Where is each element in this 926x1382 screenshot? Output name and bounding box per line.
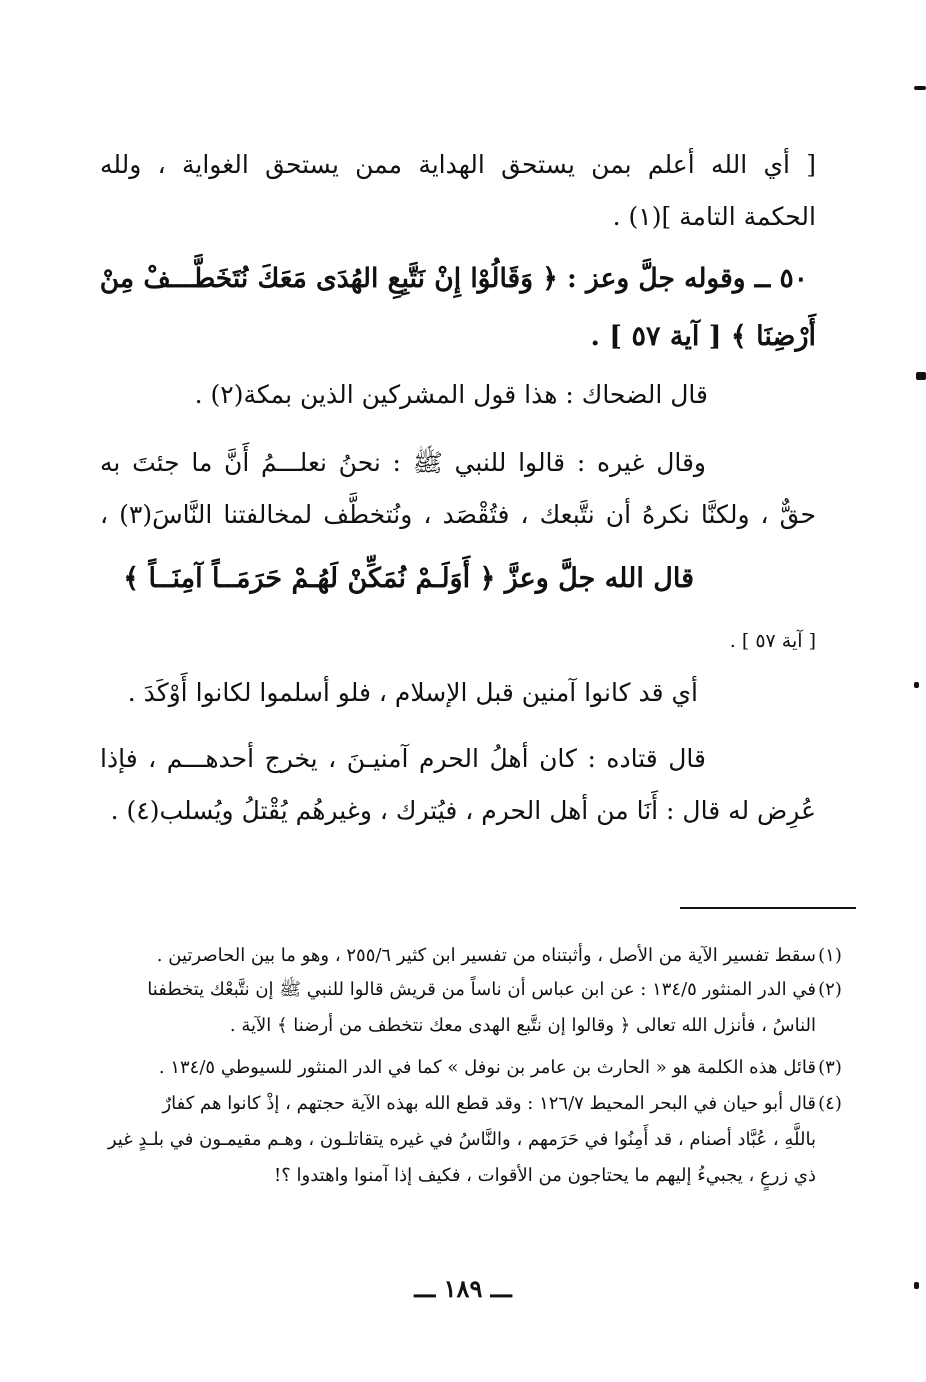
body-line-6: وقال غيره : قالوا للنبي ﷺ : نحنُ نعلـــمُ أَنَّ ما جئتَ به — [100, 448, 706, 477]
footnote-4-number: (٤) — [818, 1093, 842, 1114]
body-line-12: عُرِض له قال : أَنَا من أهل الحرم ، فيُترك ، وغيرهُم يُقْتلُ ويُسلب(٤) . — [110, 796, 816, 825]
body-line-4-verse: أَرْضِنَا ﴾ [ آية ٥٧ ] . — [590, 321, 816, 352]
footnote-4-line-1: قال أبو حيان في البحر المحيط ١٢٦/٧ : وقد قطع الله بهذه الآية حجتهم ، إذْ كانوا هم كفارٌ — [162, 1093, 816, 1114]
body-line-5-dahhak: قال الضحاك : هذا قول المشركين الذين بمكة(٢) . — [194, 380, 708, 409]
body-line-7: حقٌّ ، ولكنَّا نكرهُ أن نتَّبعك ، فتُقْصَد ، ونُتخطَّف لمخالفتنا النَّاسَ(٣) ، — [100, 500, 816, 529]
body-line-8-verse: قال الله جلَّ وعزَّ ﴿ أَوَلَـمْ نُمَكِّنْ لَهُـمْ حَرَمَــاً آمِنَــاً ﴾ — [123, 563, 694, 594]
footnote-separator — [680, 907, 856, 909]
footnote-4-line-2: باللَّهِ ، عُبَّاد أصنام ، قد أَمِنُوا في حَرَمهم ، والنَّاسُ في غيره يتقاتلـون ، وهـم مقيمـون في بلـدٍ غير — [107, 1129, 816, 1150]
body-line-3-verse-heading: ٥٠ ــ وقوله جلَّ وعز : ﴿ وَقَالُوْا إِنْ نَتَّبِعِ الهُدَى مَعَكَ نُتَخَطَّـــفْ مِنْ — [99, 263, 808, 294]
scan-edge-mark — [914, 682, 919, 688]
body-line-1: [ أي الله أعلم بمن يستحق الهداية ممن يستحق الغواية ، ولله — [100, 150, 816, 179]
body-line-10: أي قد كانوا آمنين قبل الإسلام ، فلو أسلموا لكانوا أَوْكَدَ . — [127, 678, 698, 707]
body-line-9-aya-ref: [ آية ٥٧ ] . — [729, 630, 816, 652]
page-number: ـــ ١٨٩ ـــ — [414, 1274, 512, 1303]
body-line-11-qatada: قال قتاده : كان أهلُ الحرم آمنيـنَ ، يخرج أحدهـــم ، فإذا — [100, 744, 706, 773]
footnote-3-number: (٣) — [818, 1057, 842, 1078]
footnote-2-number: (٢) — [818, 979, 842, 1000]
scan-edge-mark — [916, 372, 926, 380]
footnote-2-line-1: في الدر المنثور ١٣٤/٥ : عن ابن عباس أن ناساً من قريش قالوا للنبي ﷺ إن نتَّبعْك يتخطفنا — [147, 979, 816, 1000]
body-line-2: الحكمة التامة ](١) . — [612, 202, 816, 231]
footnote-1-number: (١) — [818, 945, 842, 966]
scan-edge-mark — [914, 1282, 919, 1289]
footnote-3-line-1: قائل هذه الكلمة هو « الحارث بن عامر بن نوفل » كما في الدر المنثور للسيوطي ١٣٤/٥ . — [158, 1057, 816, 1078]
footnote-4-line-3: ذي زرعٍ ، يجبيءُ إليهم ما يحتاجون من الأقوات ، فكيف إذا آمنوا واهتدوا ؟! — [274, 1165, 816, 1186]
footnote-1-line-1: سقط تفسير الآية من الأصل ، وأثبتناه من تفسير ابن كثير ٢٥٥/٦ ، وهو ما بين الحاصرتين . — [156, 945, 816, 966]
footnote-2-line-2: الناسُ ، فأنزل الله تعالى ﴿ وقالوا إن نتَّبع الهدى معك نتخطف من أرضنا ﴾ الآية . — [229, 1015, 816, 1036]
scan-edge-mark — [914, 86, 926, 90]
